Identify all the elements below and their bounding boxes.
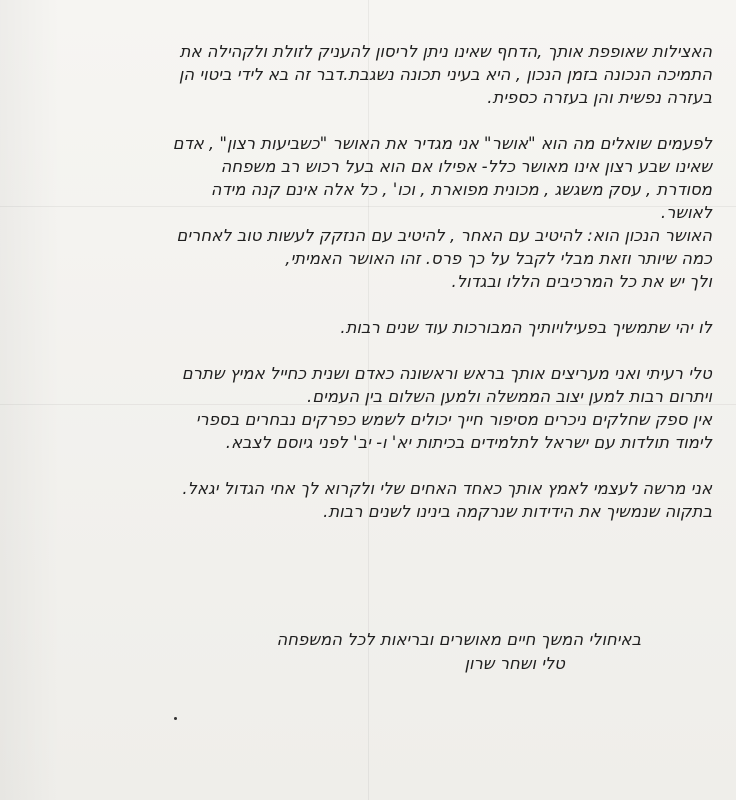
- signature-names: טלי ושחר שרון: [464, 654, 565, 673]
- paragraph-admiration: [36, 362, 712, 454]
- text-line: לו יהי שתמשיך בפעילויותיך המבורכות עוד שנים רבות.: [340, 318, 712, 337]
- signature-block: [21, 628, 641, 676]
- paragraph-blessing: [36, 316, 712, 339]
- text-line: מסודרת , עסק משגשג , מכונית מפוארת , וכו' , כל אלה אינם קנה מידה: [210, 180, 712, 199]
- text-line: התמיכה הנכונה בזמן הנכון , היא בעיני תכונה נשגבת.דבר זה בא לידי ביטוי הן: [178, 65, 712, 84]
- text-line: האצילות שאופפת אותך ,הדחף שאינו ניתן לריסון להעניק לזולת ולקהילה את: [179, 42, 712, 61]
- text-line: אני מרשה לעצמי לאמץ אותך כאחד האחים שלי ולקרוא לך אחי הגדול יגאל.: [182, 479, 712, 498]
- text-line: ויתרום רבות למען יצוב הממשלה ולמען השלום בין העמים.: [306, 387, 712, 406]
- text-line: לפעמים שואלים מה הוא "אושר" אני מגדיר את האושר "כשביעות רצון" , אדם: [172, 134, 712, 153]
- text-line: לימוד תולדות עם ישראל לתלמידים בכיתות יא' ו- יב' לפני גיוסם לצבא.: [225, 433, 712, 452]
- text-line: ולך יש את כל המרכיבים הללו ובגדול.: [451, 272, 712, 291]
- text-line: בעזרה נפשית והן בעזרה כספית.: [487, 88, 712, 107]
- text-line: בתקוה שנמשיך את הידידות שנרקמה בינינו לשנים רבות.: [323, 502, 712, 521]
- paragraph-nobility: [36, 40, 712, 109]
- text-line: האושר הנכון הוא: להיטיב עם האחר , להיטיב עם הנזקק לעשות טוב לאחרים: [176, 226, 712, 245]
- text-line: אין ספק שחלקים ניכרים מסיפור חייך יכולים לשמש כפרקים נבחרים בספרי: [195, 410, 712, 429]
- ink-dot: [174, 717, 177, 720]
- text-line: לאושר.: [660, 203, 712, 222]
- text-line: שאינו שבע רצון אינו מאושר כלל- אפילו אם הוא בעל רכוש רב משפחה: [220, 157, 712, 176]
- paragraph-happiness: [36, 132, 712, 293]
- text-line: טלי רעיתי ואני מעריצים אותך בראש וראשונה כאדם ושנית כחייל אמיץ שתרם: [181, 364, 712, 383]
- closing-line: באיחולי המשך חיים מאושרים ובריאות לכל המשפחה: [276, 630, 641, 649]
- letter-body: [36, 40, 712, 523]
- paragraph-brotherhood: [36, 477, 712, 523]
- text-line: כמה שיותר וזאת מבלי לקבל על כך פרס. זהו האושר האמיתי,: [285, 249, 712, 268]
